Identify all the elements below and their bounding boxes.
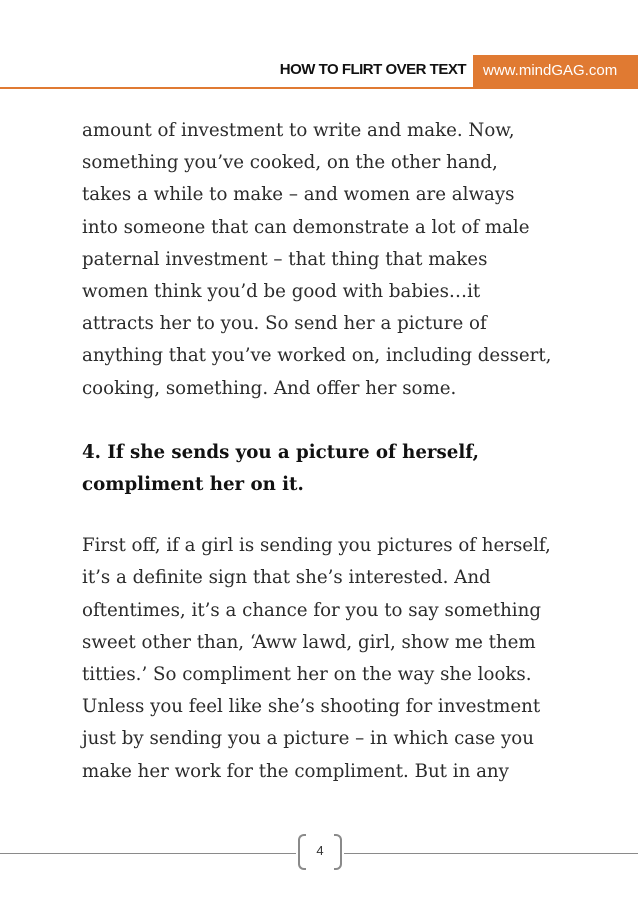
body-line: amount of investment to write and make. Now, bbox=[82, 120, 515, 141]
body-line: titties.’ So compliment her on the way she looks. bbox=[82, 664, 532, 686]
body-line: Unless you feel like she’s shooting for investment bbox=[82, 696, 541, 718]
body-line: First off, if a girl is sending you pictures of herself, bbox=[82, 535, 551, 557]
page-content bbox=[82, 115, 582, 788]
body-line: paternal investment – that thing that makes bbox=[82, 248, 488, 270]
section-heading-line: 4. If she sends you a picture of herself, bbox=[82, 441, 479, 463]
body-line: it’s a definite sign that she’s interested. And bbox=[82, 567, 491, 589]
body-line: takes a while to make – and women are always bbox=[82, 184, 515, 206]
body-line: anything that you’ve worked on, including dessert, bbox=[82, 345, 552, 367]
body-line: cooking, something. And offer her some. bbox=[82, 377, 457, 399]
document-title: HOW TO FLIRT OVER TEXT bbox=[279, 61, 466, 78]
body-line: into someone that can demonstrate a lot of male bbox=[82, 216, 530, 238]
body-line: make her work for the compliment. But in any bbox=[82, 760, 509, 782]
footer-rule-left bbox=[0, 853, 296, 854]
body-line: just by sending you a picture – in which case you bbox=[82, 728, 534, 750]
page-number-box bbox=[298, 834, 342, 872]
body-line: sweet other than, ‘Aww lawd, girl, show me them bbox=[82, 631, 536, 653]
header-rule bbox=[0, 87, 638, 89]
body-line: oftentimes, it’s a chance for you to say something bbox=[82, 599, 541, 621]
page-number: 4 bbox=[316, 843, 324, 858]
paragraph-gap bbox=[82, 501, 582, 530]
body-line: women think you’d be good with babies…it bbox=[82, 281, 481, 303]
section-heading-line: compliment her on it. bbox=[82, 474, 304, 496]
footer-rule-right bbox=[344, 853, 638, 854]
body-line: attracts her to you. So send her a picture of bbox=[82, 313, 487, 335]
paragraph-gap bbox=[82, 405, 582, 437]
page-header bbox=[0, 55, 638, 87]
website-badge: www.mindGAG.com bbox=[473, 55, 638, 87]
body-line: something you’ve cooked, on the other hand, bbox=[82, 152, 498, 174]
